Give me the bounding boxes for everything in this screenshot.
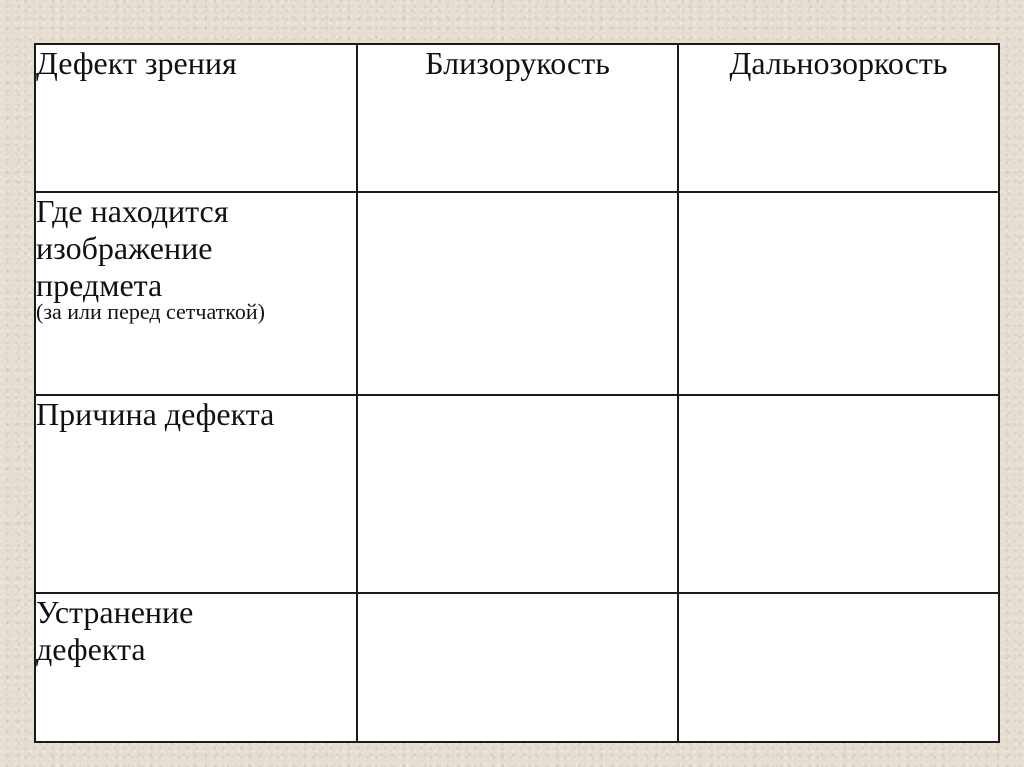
header-cell-defect: Дефект зрения xyxy=(35,44,357,192)
answer-cell-myopia-correction[interactable] xyxy=(357,593,678,742)
table-header-row xyxy=(35,44,999,192)
answer-cell-hyperopia-correction[interactable] xyxy=(678,593,999,742)
row-label-line: изображение xyxy=(36,230,213,267)
answer-cell-myopia-location[interactable] xyxy=(357,192,678,395)
row-label-line: Где находится xyxy=(36,193,229,229)
answer-cell-myopia-cause[interactable] xyxy=(357,395,678,593)
row-label-cause: Причина дефекта xyxy=(35,395,357,593)
row-label-note: (за или перед сетчаткой) xyxy=(36,299,265,325)
table-row-cause xyxy=(35,395,999,593)
header-cell-hyperopia: Дальнозоркость xyxy=(678,44,999,192)
comparison-table xyxy=(34,43,1000,743)
answer-cell-hyperopia-location[interactable] xyxy=(678,192,999,395)
row-label-line: дефекта xyxy=(36,631,146,668)
row-label-line: предмета xyxy=(36,267,163,304)
row-label-correction xyxy=(35,593,357,742)
row-label-line: Устранение xyxy=(36,594,194,630)
header-cell-myopia: Близорукость xyxy=(357,44,678,192)
answer-cell-hyperopia-cause[interactable] xyxy=(678,395,999,593)
table-row-image-location xyxy=(35,192,999,395)
row-label-image-location xyxy=(35,192,357,395)
table-row-correction xyxy=(35,593,999,742)
